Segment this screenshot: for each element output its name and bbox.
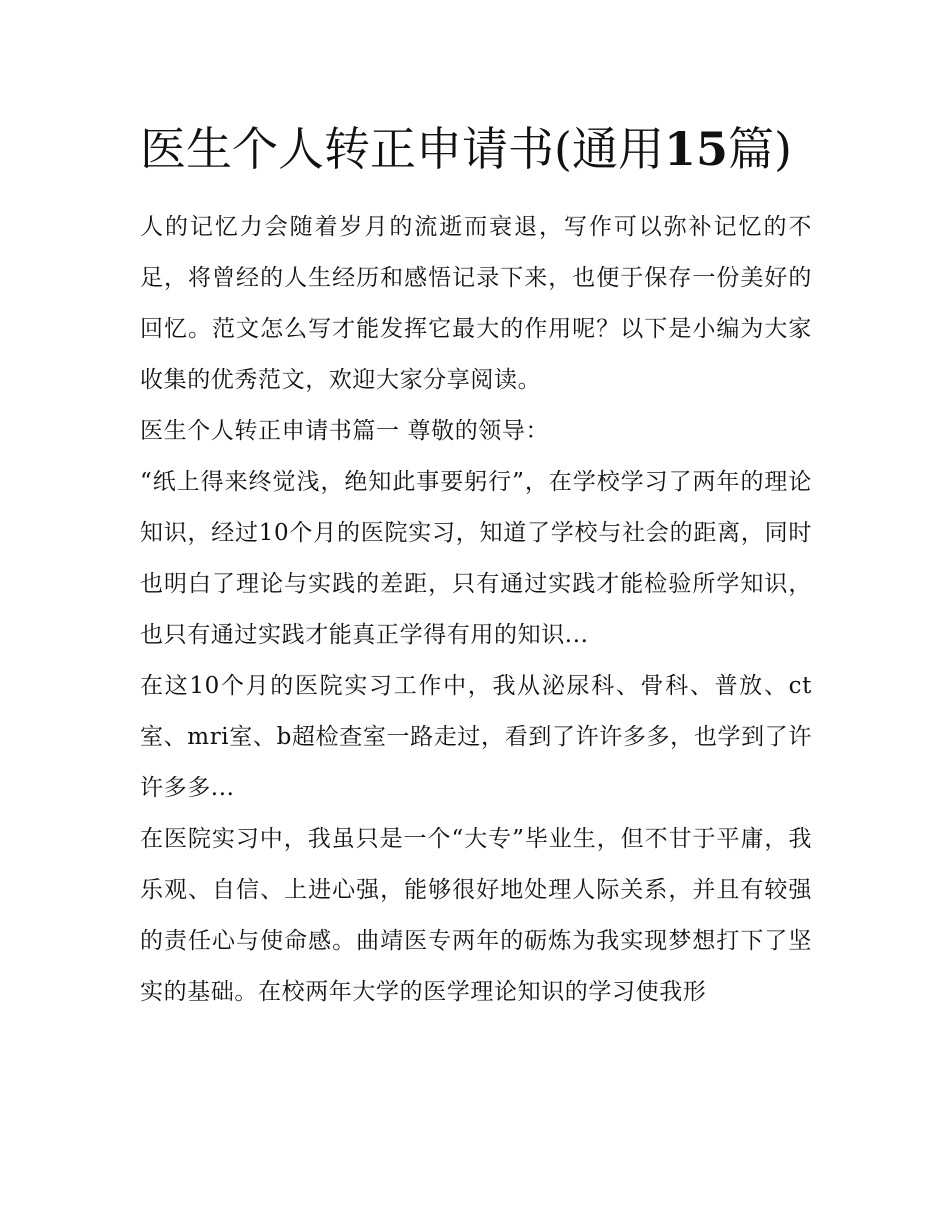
document-page: [140, 110, 812, 1018]
section-heading-paragraph: 医生个人转正申请书篇一 尊敬的领导：: [140, 418, 550, 444]
intro-paragraph: 人的记忆力会随着岁月的流逝而衰退，写作可以弥补记忆的不足，将曾经的人生经历和感悟记录下来，也便于保存一份美好的回忆。范文怎么写才能发挥它最大的作用呢？以下是小编为大家收集的优秀范文，欢迎大家分享阅读。: [140, 214, 812, 393]
document-title: 医生个人转正申请书(通用15篇): [140, 122, 792, 176]
body-paragraph: 在这10个月的医院实习工作中，我从泌尿科、骨科、普放、ct室、mri室、b超检查室一路走过，看到了许许多多，也学到了许许多多...: [140, 673, 812, 801]
body-paragraph: “纸上得来终觉浅，绝知此事要躬行”，在学校学习了两年的理论知识，经过10个月的医院实习，知道了学校与社会的距离，同时也明白了理论与实践的差距，只有通过实践才能检验所学知识，也只有通过实践才能真正学得有用的知识...: [140, 469, 812, 648]
body-paragraph: 在医院实习中，我虽只是一个“大专”毕业生，但不甘于平庸，我乐观、自信、上进心强，能够很好地处理人际关系，并且有较强的责任心与使命感。曲靖医专两年的砺炼为我实现梦想打下了坚实的基础。在校两年大学的医学理论知识的学习使我形: [140, 826, 812, 1005]
